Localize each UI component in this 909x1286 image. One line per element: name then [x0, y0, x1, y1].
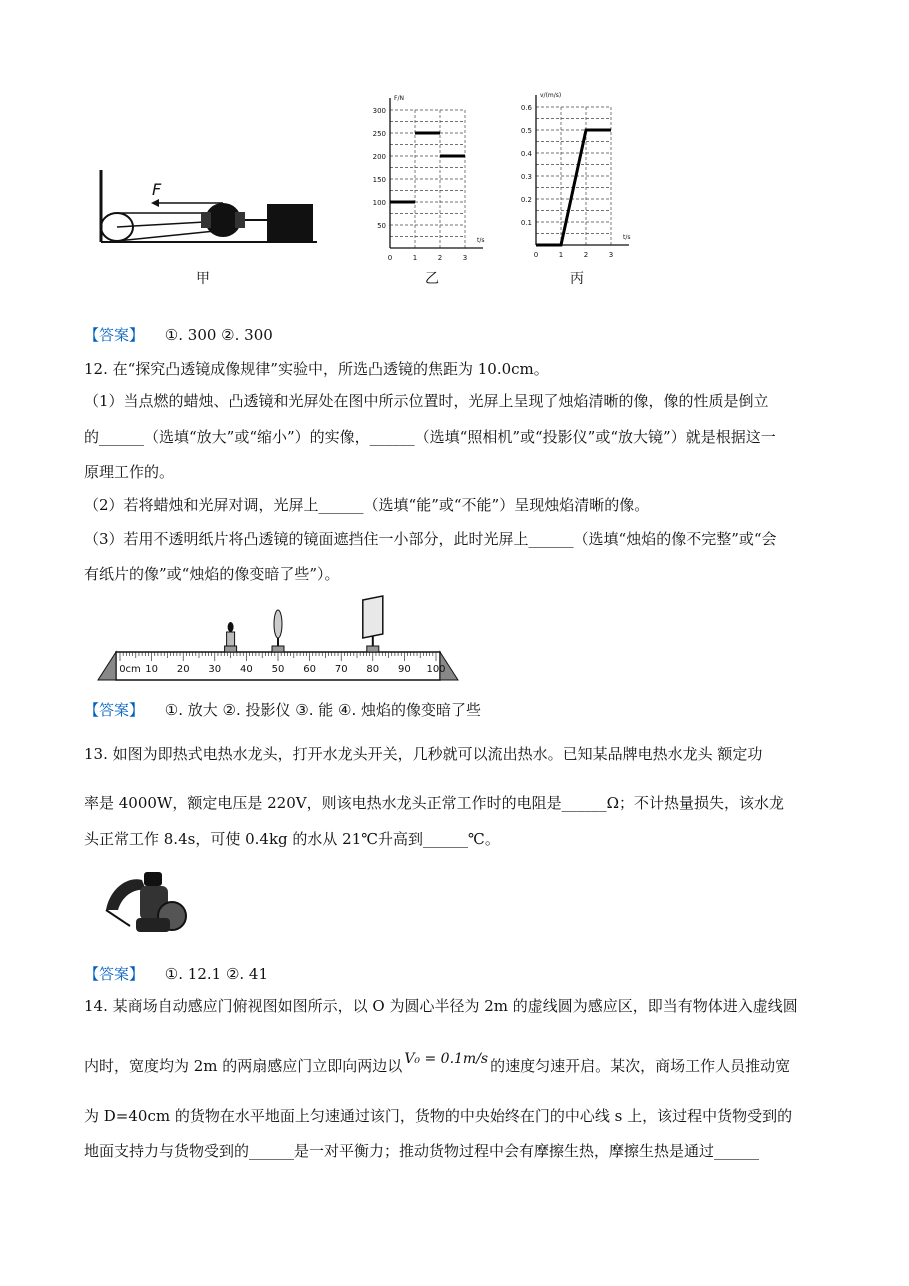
- x-tick-label: 0: [533, 251, 539, 259]
- ruler-label: 20: [176, 664, 190, 675]
- label-jia: 甲: [196, 271, 210, 287]
- y-axis-label: F/N: [394, 95, 404, 102]
- y-tick-label: 300: [372, 107, 386, 115]
- q14-line-2: [84, 1051, 791, 1076]
- ruler-label: 60: [303, 664, 316, 675]
- ruler-label: 40: [240, 664, 253, 675]
- answer-tag: 【答案】: [84, 326, 145, 344]
- answer-text: ①. 放大 ②. 投影仪 ③. 能 ④. 烛焰的像变暗了些: [164, 701, 482, 719]
- chart-bing: [508, 82, 648, 265]
- q14-line-2-part-a: 内时，宽度均为 2m 的两扇感应门立即向两边以: [84, 1057, 403, 1075]
- q12-line-1: 12. 在“探究凸透镜成像规律”实验中，所选凸透镜的焦距为 10.0cm。: [84, 360, 549, 378]
- optical-bench-figure: [88, 592, 468, 688]
- ruler-label: 10: [145, 664, 158, 675]
- y-tick-label: 100: [372, 199, 386, 207]
- answer-text: ①. 12.1 ②. 41: [164, 965, 269, 983]
- answer-tag: 【答案】: [84, 701, 145, 719]
- y-tick-label: 50: [377, 222, 386, 230]
- label-bing: 丙: [570, 271, 584, 287]
- candle-holder: [225, 646, 237, 652]
- y-tick-label: 0.1: [520, 219, 532, 227]
- q12-line-2: （1）当点燃的蜡烛、凸透镜和光屏处在图中所示位置时，光屏上呈现了烛焰清晰的像，像的性质是倒立: [84, 392, 769, 410]
- label-yi: 乙: [425, 271, 439, 287]
- y-tick-label: 0.5: [520, 127, 532, 135]
- candle-flame: [228, 622, 234, 632]
- left-foot: [98, 652, 116, 680]
- q14-line-3: 为 D=40cm 的货物在水平地面上匀速通过该门，货物的中央始终在门的中心线 s 上，该过程中货物受到的: [84, 1107, 793, 1125]
- chart-yi: [362, 85, 502, 265]
- y-tick-label: 0.6: [520, 104, 532, 112]
- q13-line-1: 13. 如图为即热式电热水龙头，打开水龙头开关，几秒就可以流出热水。已知某品牌电热水龙头 额定功: [84, 745, 763, 763]
- answer-13: [84, 963, 268, 984]
- x-tick-label: 0: [387, 254, 393, 262]
- lens-holder: [272, 646, 284, 652]
- answer-tag: 【答案】: [84, 965, 145, 983]
- x-tick-label: 1: [558, 251, 564, 259]
- candle: [227, 632, 235, 646]
- ruler-label: 30: [208, 664, 222, 675]
- velocity-formula: V₀ = 0.1m/s: [404, 1051, 489, 1067]
- force-label: F: [152, 180, 162, 199]
- answer-11: [84, 324, 273, 345]
- q14-line-1: 14. 某商场自动感应门俯视图如图所示，以 O 为圆心半径为 2m 的虚线圆为感应区，即当有物体进入虚线圆: [84, 997, 798, 1015]
- ruler-label: 50: [271, 664, 285, 675]
- x-axis-label: t/s: [477, 237, 485, 244]
- q12-line-4: 原理工作的。: [84, 463, 175, 481]
- q12-line-6: （3）若用不透明纸片将凸透镜的镜面遮挡住一小部分，此时光屏上______（选填“烛焰的像不完整”或“会: [84, 530, 777, 548]
- answer-12: [84, 699, 481, 720]
- y-tick-label: 0.4: [520, 150, 532, 158]
- figure-jia: [95, 160, 325, 255]
- q14-line-4: 地面支持力与货物受到的______是一对平衡力；推动货物过程中会有摩擦生热，摩擦生热是通过______: [84, 1142, 760, 1160]
- ruler-label: 90: [398, 664, 411, 675]
- x-tick-label: 2: [437, 254, 443, 262]
- q12-line-3: 的______（选填“放大”或“缩小”）的实像，______（选填“照相机”或“投影仪”或“放大镜”）就是根据这一: [84, 428, 776, 446]
- y-tick-label: 0.3: [520, 173, 532, 181]
- q13-line-2: 率是 4000W，额定电压是 220V，则该电热水龙头正常工作时的电阻是______Ω；不计热量损失，该水龙: [84, 794, 785, 812]
- y-tick-label: 200: [372, 153, 386, 161]
- q12-line-5: （2）若将蜡烛和光屏对调，光屏上______（选填“能”或“不能”）呈现烛焰清晰的像。: [84, 496, 650, 514]
- light-screen: [363, 596, 383, 638]
- screen-holder: [367, 646, 379, 652]
- convex-lens: [274, 610, 282, 638]
- ruler-label: 100: [426, 664, 446, 675]
- answer-text: ①. 300 ②. 300: [164, 326, 273, 344]
- x-axis-label: t/s: [623, 234, 631, 241]
- x-tick-label: 1: [412, 254, 418, 262]
- ruler-label: 70: [334, 664, 348, 675]
- q13-line-3: 头正常工作 8.4s，可使 0.4kg 的水从 21℃升高到______℃。: [84, 830, 500, 848]
- x-tick-label: 3: [462, 254, 468, 262]
- ruler-label: 0cm: [119, 664, 141, 675]
- y-tick-label: 0.2: [520, 196, 532, 204]
- y-tick-label: 250: [372, 130, 386, 138]
- y-axis-label: v/(m/s): [540, 92, 562, 99]
- x-tick-label: 3: [608, 251, 614, 259]
- q12-line-7: 有纸片的像”或“烛焰的像变暗了些”）。: [84, 565, 340, 583]
- y-tick-label: 150: [372, 176, 386, 184]
- ruler-label: 80: [366, 664, 380, 675]
- x-tick-label: 2: [583, 251, 589, 259]
- q14-line-2-part-b: 的速度匀速开启。某次，商场工作人员推动宽: [490, 1057, 791, 1075]
- faucet-image: [100, 866, 190, 938]
